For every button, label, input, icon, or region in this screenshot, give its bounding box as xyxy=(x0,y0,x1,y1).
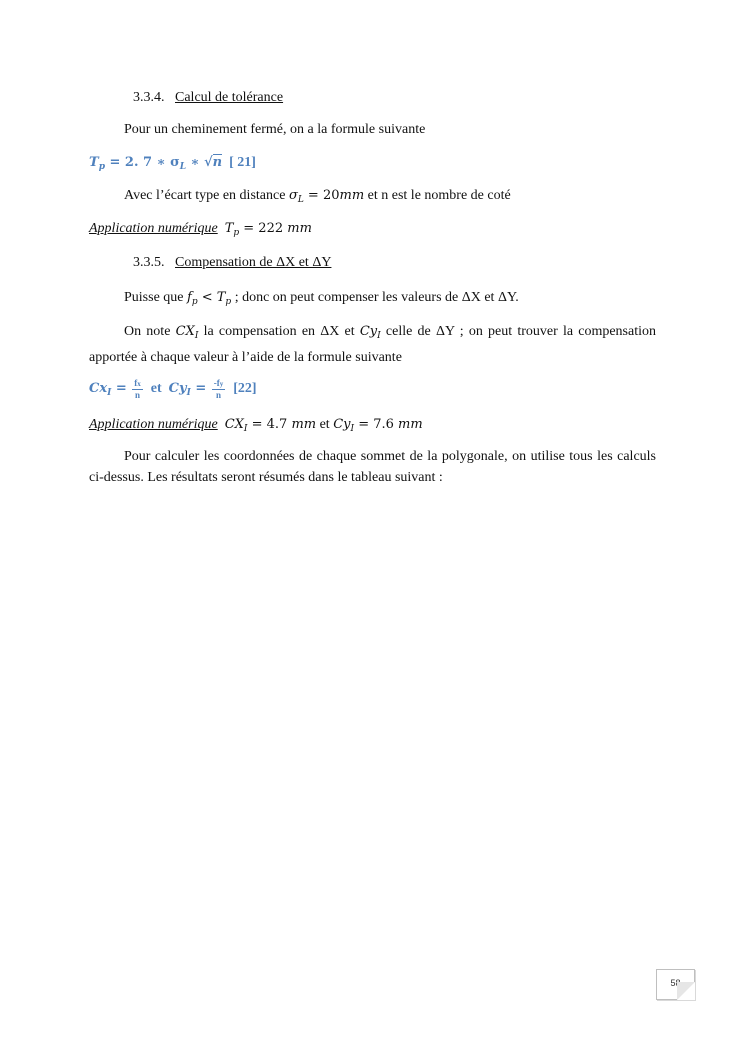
paragraph-on-note: On note $CX_I$ la compensation en ΔX et $Cy_I$ celle de ΔY ; on peut trouver la compensation apportée à chaque valeur à l’aide de la formule suivante xyxy=(89,324,657,365)
application-label: Application numérique xyxy=(89,221,218,236)
section-title: Compensation de ΔX et ΔY xyxy=(175,255,332,270)
application-numerique-1: Application numérique $T_p = 222$ mm xyxy=(89,221,312,238)
page-curl-decoration xyxy=(677,982,695,1000)
paragraph-pour-calculer: Pour calculer les coordonnées de chaque sommet de la polygonale, on utilise tous les calculs ci-dessus. Les résultats seront résumés dans le tableau suivant : xyxy=(89,449,656,485)
section-number: 3.3.4. xyxy=(133,90,165,105)
application-numerique-2: Application numérique $CX_I = 4.7$ mm et $Cy_I = 7.6$ mm xyxy=(89,417,423,434)
page-number: 58 xyxy=(670,978,681,988)
section-heading-3-3-5 xyxy=(133,254,331,272)
paragraph-intro: Pour un cheminement fermé, on a la formule suivante xyxy=(124,122,426,137)
fraction-fx-over-n: $\frac{fx}{n}$ xyxy=(134,377,141,400)
formula-tolerance: $T_p = 2$. 7 ∗ $\sigma_L$ ∗ √n [ 21] xyxy=(89,155,256,172)
fraction-fy-over-n: $\frac{-fy}{n}$ xyxy=(213,377,224,400)
reference-21: [ 21] xyxy=(229,155,256,170)
paragraph-puisse-que: Puisse que $f_p < T_p$ ; donc on peut compenser les valeurs de ΔX et ΔY. xyxy=(124,290,519,307)
paragraph-ecart-type: Avec l’écart type en distance $\sigma_L = 20mm$ et n est le nombre de coté xyxy=(124,188,511,205)
section-heading-3-3-4 xyxy=(133,89,283,107)
formula-compensation: $Cx_I$ = $\frac{fx}{n}$ et $Cy_I$ = $\frac{-fy}{n}$ [22] xyxy=(89,377,257,400)
page-number-box xyxy=(656,969,695,1000)
section-title: Calcul de tolérance xyxy=(175,90,284,105)
section-number: 3.3.5. xyxy=(133,255,165,270)
application-label: Application numérique xyxy=(89,417,218,432)
reference-22: [22] xyxy=(233,381,257,396)
